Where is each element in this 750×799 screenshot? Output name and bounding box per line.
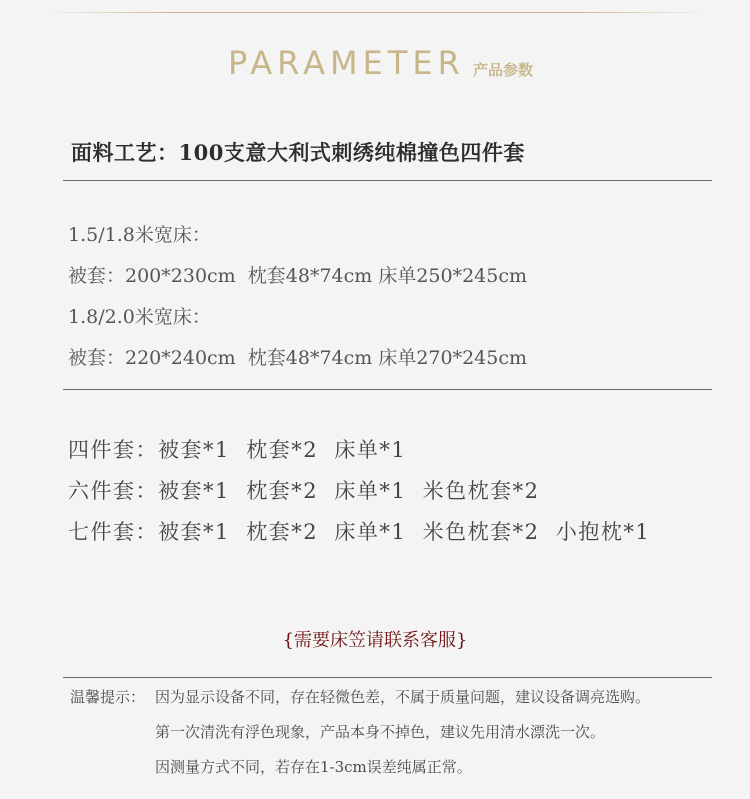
- size-heading: 1.8/2.0米宽床：: [68, 306, 211, 328]
- set-contents: 七件套：被套*1 枕套*2 床单*1 米色枕套*2 小抱枕*1: [68, 520, 651, 544]
- contact-note: {需要床笠请联系客服}: [282, 630, 468, 651]
- section-header: [0, 44, 750, 88]
- set-contents: 六件套：被套*1 枕套*2 床单*1 米色枕套*2: [68, 479, 540, 503]
- size-spec: 被套：220*240cm 枕套48*74cm 床单270*245cm: [68, 347, 528, 369]
- divider: [63, 180, 712, 181]
- section-subtitle: 产品参数: [473, 61, 534, 79]
- fabric-description: 面料工艺：100支意大利式刺绣纯棉撞色四件套: [71, 140, 525, 165]
- section-title: PARAMETER: [228, 44, 465, 82]
- top-divider: [40, 12, 710, 13]
- tips-label: 温馨提示：: [70, 688, 146, 706]
- size-spec: 被套：200*230cm 枕套48*74cm 床单250*245cm: [68, 265, 528, 287]
- divider: [63, 677, 712, 678]
- divider: [63, 389, 712, 390]
- set-contents: 四件套：被套*1 枕套*2 床单*1: [68, 438, 407, 462]
- tip-line: 第一次清洗有浮色现象，产品本身不掉色，建议先用清水漂洗一次。: [155, 723, 606, 741]
- size-heading: 1.5/1.8米宽床：: [68, 224, 211, 246]
- tip-line: 因为显示设备不同，存在轻微色差，不属于质量问题，建议设备调亮选购。: [155, 688, 651, 706]
- tip-line: 因测量方式不同，若存在1-3cm误差纯属正常。: [155, 758, 472, 776]
